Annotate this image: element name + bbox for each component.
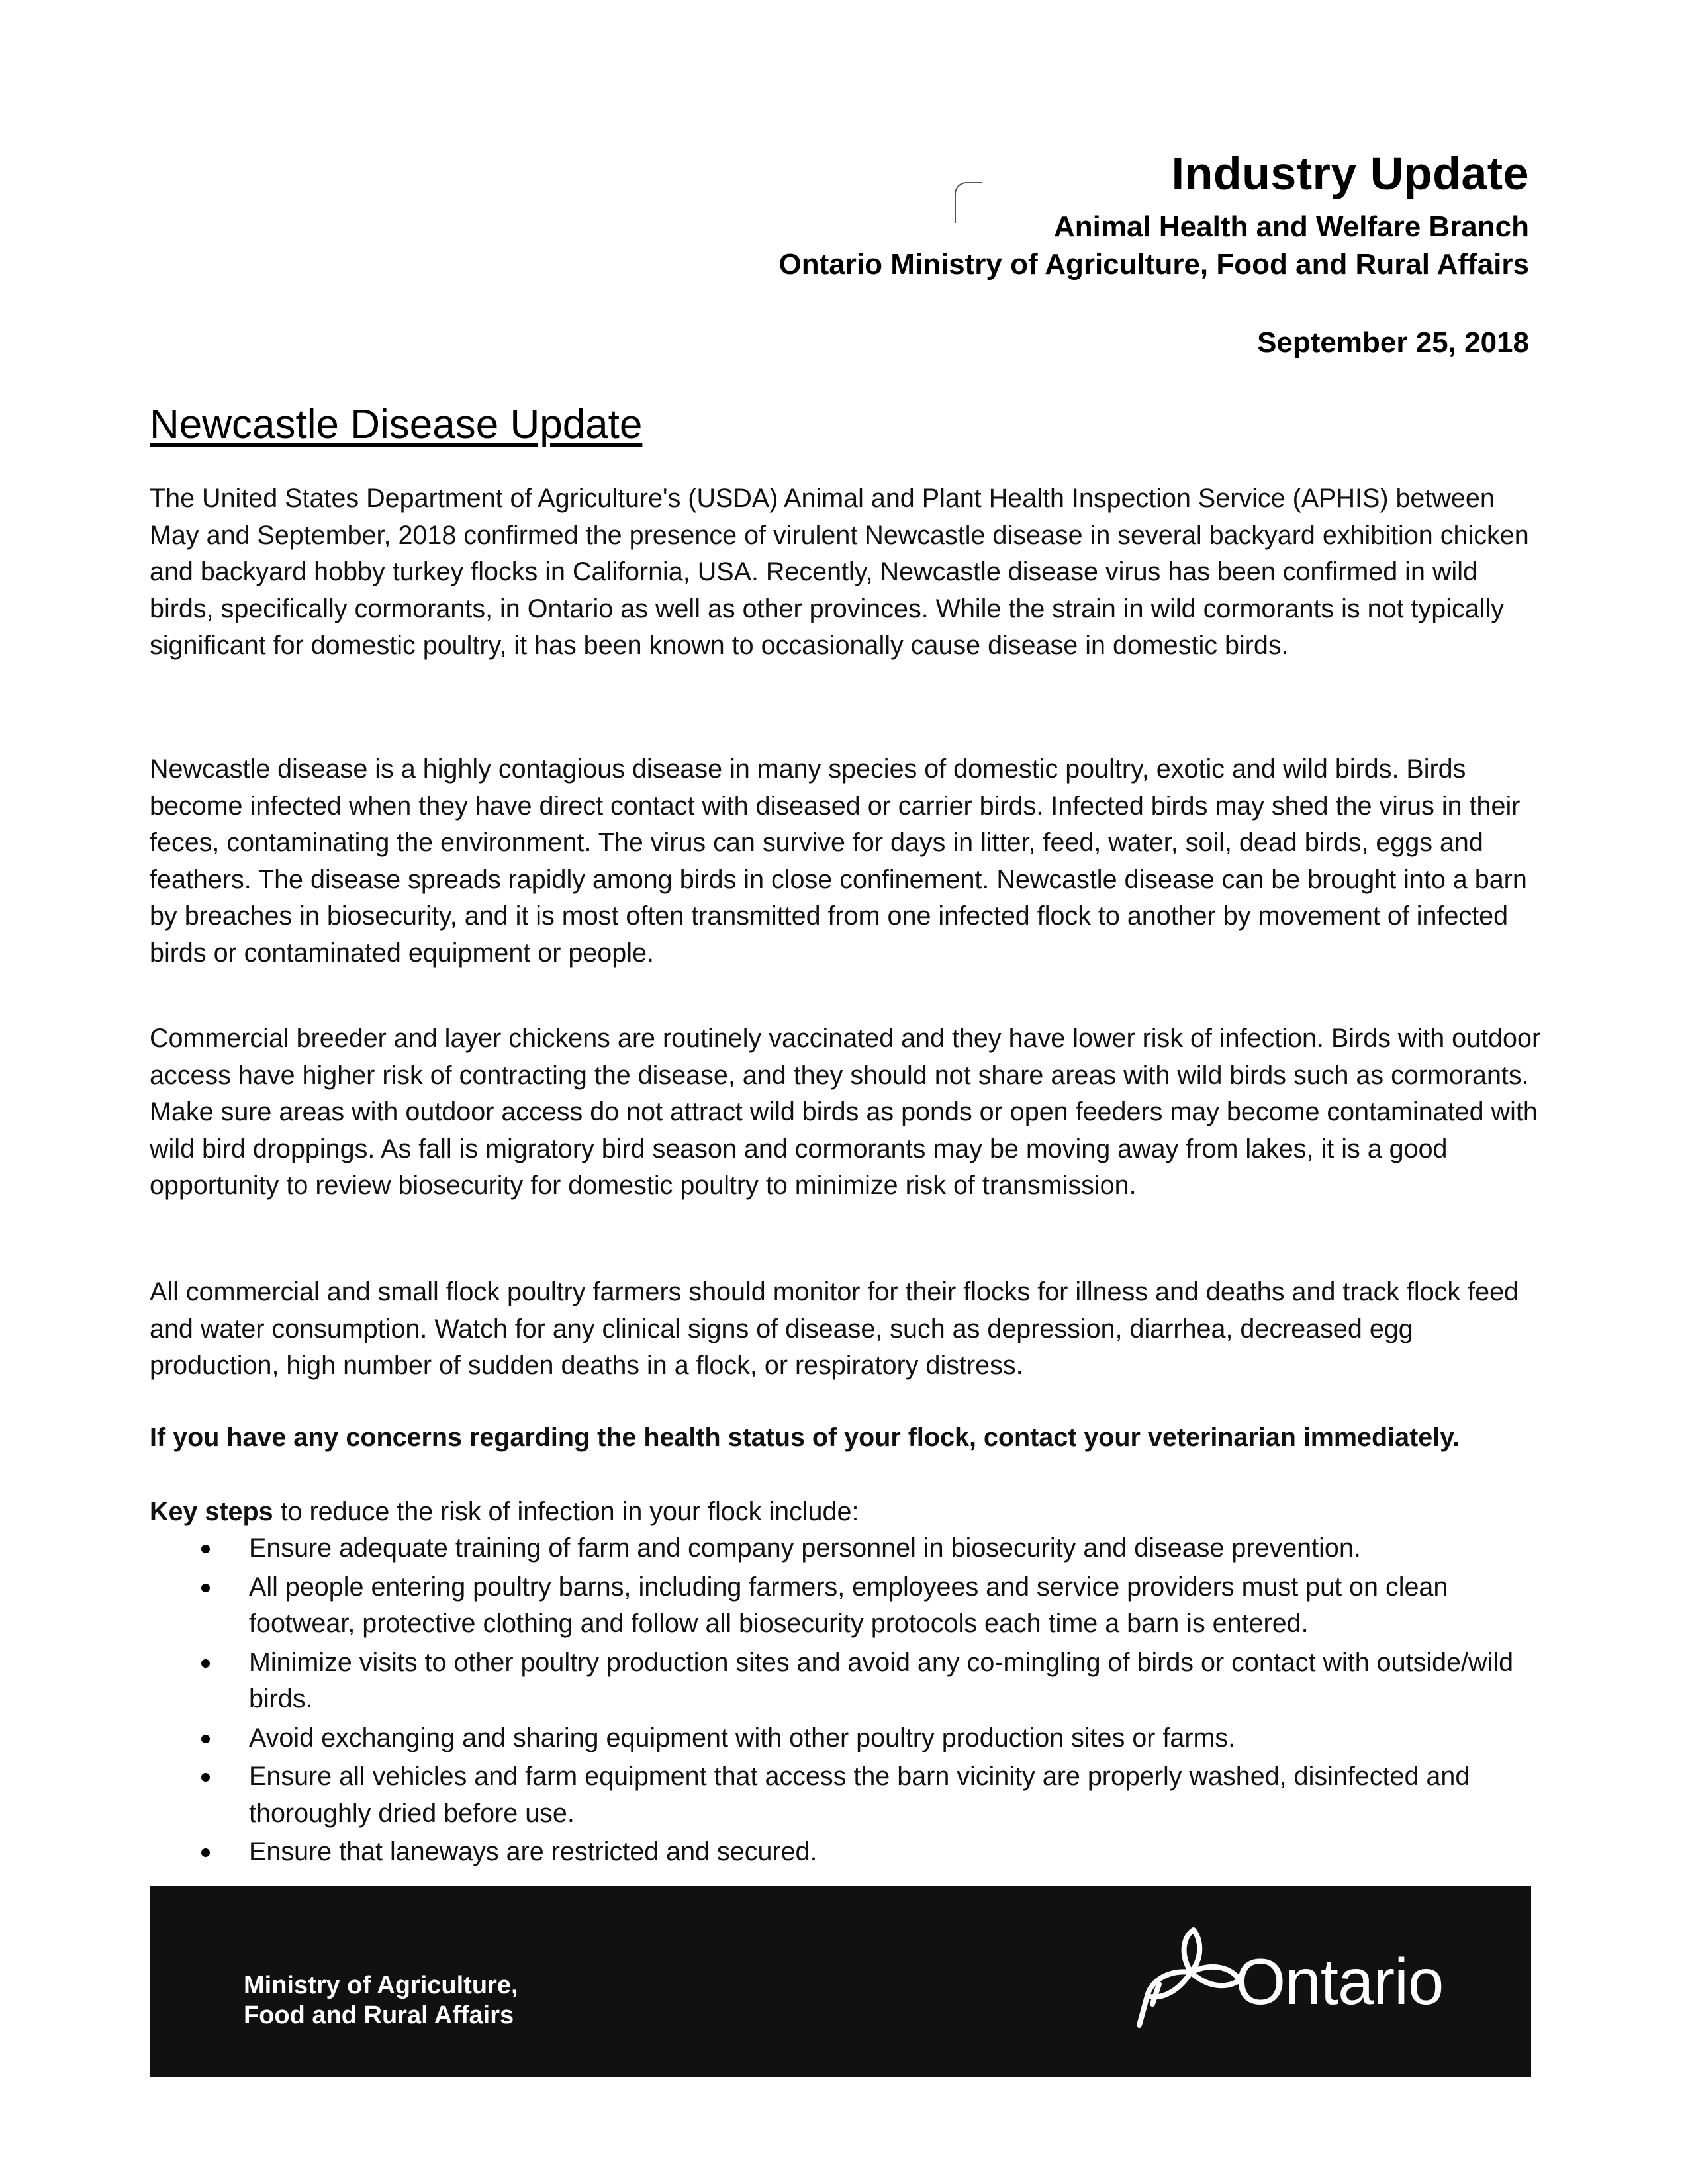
trillium-icon bbox=[1133, 1926, 1248, 2032]
footer-ministry-name bbox=[244, 1971, 518, 2030]
list-item bbox=[150, 1645, 1546, 1718]
list-item-text: All people entering poultry barns, including farmers, employees and service providers must put on clean footwear, protective clothing and follow all biosecurity protocols each time a barn is entered. bbox=[249, 1572, 1448, 1638]
list-item-text: Minimize visits to other poultry production sites and avoid any co-mingling of birds or contact with outside/wild birds. bbox=[249, 1647, 1514, 1713]
header-date: September 25, 2018 bbox=[1257, 326, 1529, 359]
list-item bbox=[150, 1569, 1546, 1643]
ontario-wordmark: Ontario bbox=[1235, 1945, 1444, 2018]
paragraph-monitoring: All commercial and small flock poultry farmers should monitor for their flocks for illness and deaths and track flock feed and water consumption. Watch for any clinical signs of disease, such as depression, diarrhea, decreased egg production, high number of sudden deaths in a flock, or respiratory distress. bbox=[150, 1277, 1519, 1380]
list-item-text: Ensure adequate training of farm and company personnel in biosecurity and disease prevention. bbox=[249, 1533, 1361, 1563]
footer-banner bbox=[150, 1886, 1531, 2077]
header-title: Industry Update bbox=[1171, 148, 1529, 199]
concern-notice: If you have any concerns regarding the health status of your flock, contact your veterinarian immediately. bbox=[150, 1423, 1460, 1452]
header-ministry: Ontario Ministry of Agriculture, Food and Rural Affairs bbox=[778, 248, 1529, 281]
bullet-icon bbox=[201, 1735, 210, 1743]
footer-ministry-line1: Ministry of Agriculture, bbox=[244, 1972, 518, 1999]
bullet-icon bbox=[201, 1584, 210, 1592]
list-item-text: Ensure all vehicles and farm equipment that access the barn vicinity are properly washed, disinfected and thoroughly dried before use. bbox=[249, 1762, 1470, 1828]
list-item-text: Ensure that laneways are restricted and secured. bbox=[249, 1837, 818, 1866]
paragraph-disease-description: Newcastle disease is a highly contagious disease in many species of domestic poultry, exotic and wild birds. Birds become infected when they have direct contact with diseased or carrier birds. Infected birds may shed the virus in their feces, contaminating the environment. The virus can survive for days in litter, feed, water, soil, dead birds, eggs and feathers. The disease spreads rapidly among birds in close confinement. Newcastle disease can be brought into a barn by breaches in biosecurity, and it is most often transmitted from one infected flock to another by movement of infected birds or contaminated equipment or people. bbox=[150, 754, 1527, 968]
document-title: Newcastle Disease Update bbox=[150, 402, 643, 447]
key-steps-intro bbox=[150, 1494, 1546, 1531]
list-item bbox=[150, 1720, 1546, 1757]
corner-mark bbox=[955, 182, 982, 223]
bullet-icon bbox=[201, 1659, 210, 1668]
footer-ministry-line2: Food and Rural Affairs bbox=[244, 2001, 514, 2029]
list-item bbox=[150, 1834, 1546, 1871]
key-steps-list bbox=[150, 1530, 1546, 1873]
paragraph-usda: The United States Department of Agriculture's (USDA) Animal and Plant Health Inspection Service (APHIS) between May and September, 2018 confirmed the presence of virulent Newcastle disease in several backyard exhibition chicken and backyard hobby turkey flocks in California, USA. Recently, Newcastle disease virus has been confirmed in wild birds, specifically cormorants, in Ontario as well as other provinces. While the strain in wild cormorants is not typically significant for domestic poultry, it has been known to occasionally cause disease in domestic birds. bbox=[150, 484, 1529, 660]
paragraph-commercial-flocks: Commercial breeder and layer chickens are routinely vaccinated and they have lower risk of infection. Birds with outdoor access have higher risk of contracting the disease, and they should not share areas with wild birds such as cormorants. Make sure areas with outdoor access do not attract wild birds as ponds or open feeders may become contaminated with wild bird droppings. As fall is migratory bird season and cormorants may be moving away from lakes, it is a good opportunity to review biosecurity for domestic poultry to minimize risk of transmission. bbox=[150, 1024, 1541, 1200]
header-branch: Animal Health and Welfare Branch bbox=[1053, 210, 1529, 243]
key-steps-intro-text: to reduce the risk of infection in your flock include: bbox=[273, 1497, 859, 1526]
key-steps-label: Key steps bbox=[150, 1497, 273, 1526]
list-item bbox=[150, 1758, 1546, 1832]
list-item-text: Avoid exchanging and sharing equipment with other poultry production sites or farms. bbox=[249, 1723, 1236, 1752]
list-item bbox=[150, 1530, 1546, 1567]
bullet-icon bbox=[201, 1545, 210, 1553]
bullet-icon bbox=[201, 1773, 210, 1782]
bullet-icon bbox=[201, 1848, 210, 1857]
